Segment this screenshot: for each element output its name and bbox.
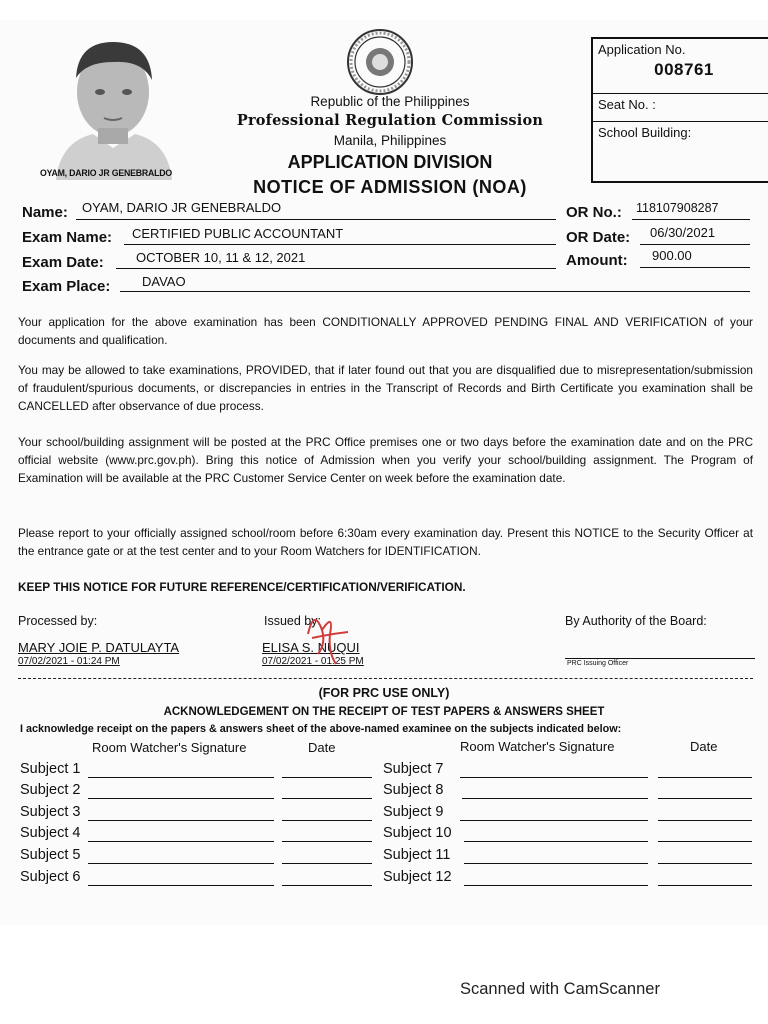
header-division: APPLICATION DIVISION [287, 152, 493, 172]
school-building-label: School Building: [598, 125, 692, 140]
subject-label: Subject 8 [383, 782, 444, 798]
left-watcher-header: Room Watcher's Signature [92, 740, 247, 755]
acknowledgement-title: ACKNOWLEDGEMENT ON THE RECEIPT OF TEST PAPERS & ANSWERS SHEET [163, 706, 605, 718]
date-line [658, 805, 752, 821]
header-commission: Professional Regulation Commission [236, 112, 544, 129]
date-line [282, 783, 372, 799]
watcher-signature-line [88, 870, 274, 886]
processed-by-label: Processed by: [18, 614, 98, 628]
date-line [282, 805, 372, 821]
exam-name-label: Exam Name: [22, 229, 113, 246]
camscanner-watermark: Scanned with CamScanner [460, 980, 660, 998]
date-line [282, 762, 372, 778]
subject-label: Subject 10 [383, 825, 452, 841]
right-watcher-header: Room Watcher's Signature [460, 739, 615, 754]
school-building-cell [593, 122, 768, 182]
or-date-value: 06/30/2021 [650, 225, 716, 240]
watcher-signature-line [460, 762, 648, 778]
photo-caption: OYAM, DARIO JR GENEBRALDO [40, 168, 173, 179]
application-box [591, 37, 768, 183]
exam-name-value: CERTIFIED PUBLIC ACCOUNTANT [132, 226, 344, 241]
paragraph-assignment: Your school/building assignment will be posted at the PRC Office premises one or two days before the examination date and on the PRC official website (www.prc.gov.ph). Bring this notice of Admission when you verify your school/building assignment. The Program of Examination will be available at the PRC Customer Service Center on week before the examination date. [18, 435, 753, 485]
header-city: Manila, Philippines [333, 133, 447, 148]
date-line [658, 826, 752, 842]
application-number-value: 008761 [654, 60, 714, 79]
subject-label: Subject 6 [20, 869, 81, 885]
subject-label: Subject 4 [20, 825, 81, 841]
exam-date-label: Exam Date: [22, 254, 104, 271]
subject-label: Subject 3 [20, 804, 81, 820]
or-number-label: OR No.: [566, 204, 622, 221]
left-date-header: Date [308, 740, 336, 755]
exam-place-label: Exam Place: [22, 278, 111, 295]
keep-notice: KEEP THIS NOTICE FOR FUTURE REFERENCE/CERTIFICATION/VERIFICATION. [18, 580, 466, 594]
exam-date-value: OCTOBER 10, 11 & 12, 2021 [136, 250, 306, 265]
paragraph-approval: Your application for the above examination has been CONDITIONALLY APPROVED PENDING FINAL AND VERIFICATION of your documents and qualification. [18, 315, 753, 347]
header-republic: Republic of the Philippines [310, 94, 470, 109]
exam-place-value: DAVAO [142, 274, 186, 289]
name-value: OYAM, DARIO JR GENEBRALDO [82, 200, 282, 215]
processed-by-name: MARY JOIE P. DATULAYTA [18, 640, 180, 655]
handwritten-signature [300, 604, 360, 668]
date-line [658, 762, 752, 778]
subject-label: Subject 11 [383, 847, 451, 863]
page-title: NOTICE OF ADMISSION (NOA) [253, 177, 527, 197]
date-line [658, 848, 752, 864]
application-number-cell [593, 39, 768, 94]
watcher-signature-line [462, 783, 648, 799]
watcher-signature-line [88, 783, 274, 799]
watcher-signature-line [460, 805, 648, 821]
subject-label: Subject 12 [383, 869, 452, 885]
subject-label: Subject 2 [20, 782, 81, 798]
subject-label: Subject 9 [383, 804, 444, 820]
watcher-signature-line [88, 826, 274, 842]
watcher-signature-line [88, 805, 274, 821]
paragraph-disqualification: You may be allowed to take examinations, PROVIDED, that if later found out that you are disqualified due to misrepresentation/submission of fraudulent/spurious documents, or discrepancies in entries in the Transcript of Records and Birth Certificate you examination shall be CANCELLED after observance of due process. [18, 363, 753, 413]
date-line [282, 848, 372, 864]
prc-seal-icon [346, 28, 414, 96]
watcher-signature-line [464, 870, 648, 886]
or-date-label: OR Date: [566, 229, 631, 246]
officer-signature-line [565, 658, 755, 659]
seat-number-label: Seat No. : [598, 97, 656, 112]
scan-margin [0, 925, 768, 1024]
name-label: Name: [22, 204, 68, 221]
cut-line [18, 678, 753, 679]
watcher-signature-line [464, 848, 648, 864]
subject-label: Subject 7 [383, 761, 444, 777]
subject-label: Subject 5 [20, 847, 81, 863]
amount-label: Amount: [566, 252, 628, 269]
issued-by-date: 07/02/2021 - 01:25 PM [262, 656, 364, 667]
amount-value: 900.00 [652, 248, 692, 263]
date-line [658, 783, 752, 799]
acknowledgement-text: I acknowledge receipt on the papers & answers sheet of the above-named examinee on the subjects indicated below: [20, 723, 622, 735]
applicant-photo [38, 30, 188, 180]
officer-label: PRC Issuing Officer [567, 660, 629, 667]
prc-use-title: (FOR PRC USE ONLY) [318, 686, 450, 700]
application-number-label: Application No. [598, 42, 686, 57]
watcher-signature-line [88, 762, 274, 778]
authority-label: By Authority of the Board: [565, 614, 707, 628]
subject-label: Subject 1 [20, 761, 81, 777]
issued-by-label: Issued by: [264, 614, 321, 628]
issued-by-name: ELISA S. NUQUI [262, 640, 360, 655]
or-number-value: 118107908287 [636, 201, 719, 215]
processed-by-date: 07/02/2021 - 01:24 PM [18, 656, 120, 667]
date-line [658, 870, 752, 886]
right-date-header: Date [690, 739, 718, 754]
watcher-signature-line [464, 826, 648, 842]
date-line [282, 870, 372, 886]
seat-number-cell [593, 94, 768, 122]
watcher-signature-line [88, 848, 274, 864]
date-line [282, 826, 372, 842]
exam-place-line [120, 275, 750, 292]
paragraph-report: Please report to your officially assigned school/room before 6:30am every examination day. Present this NOTICE to the Security Officer at the entrance gate or at the test center and to your Room Watchers for IDENTIFICATION. [18, 526, 753, 558]
